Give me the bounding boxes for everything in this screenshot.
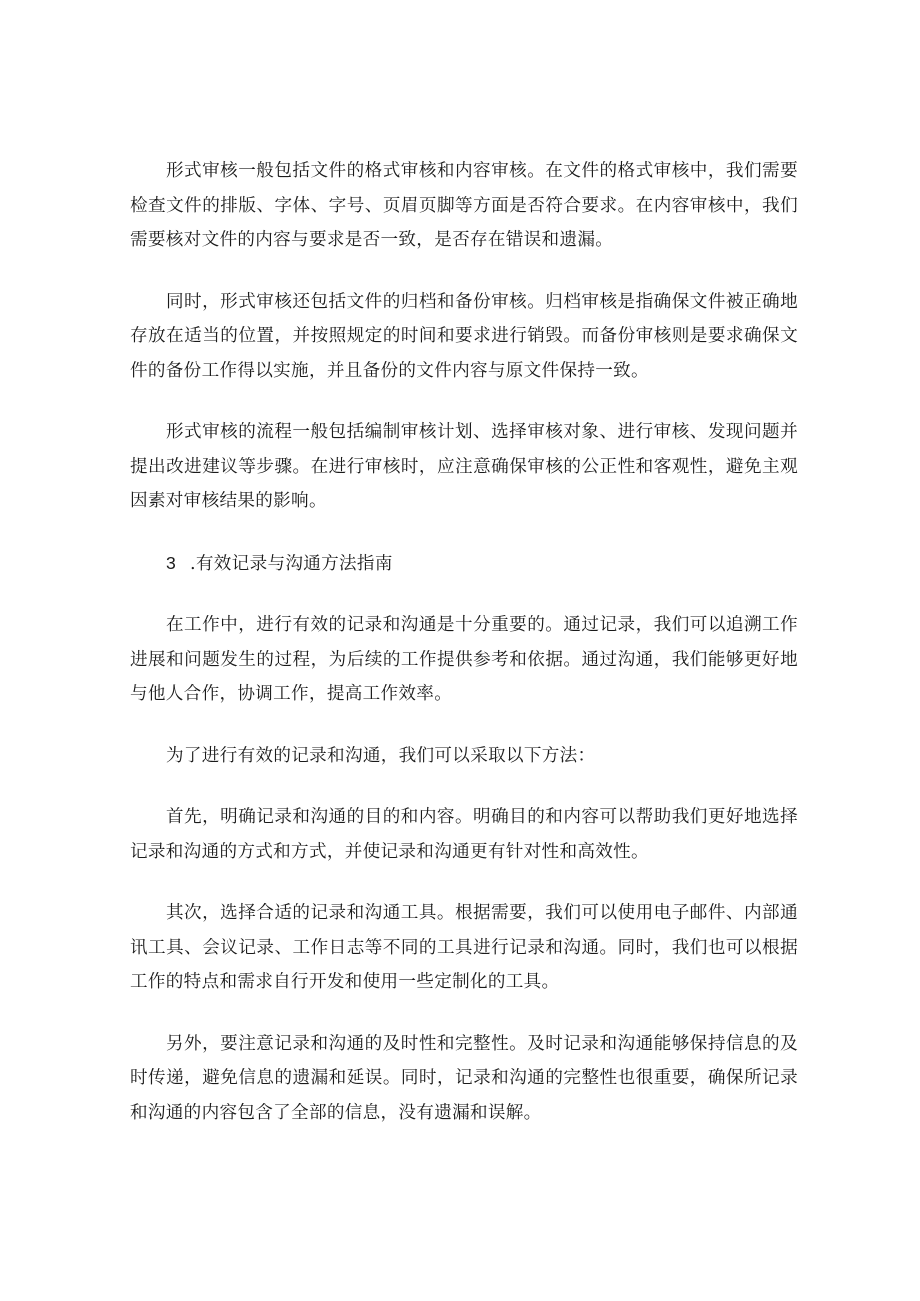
section-number: 3 [166,552,177,573]
paragraph-method-other: 另外，要注意记录和沟通的及时性和完整性。及时记录和沟通能够保持信息的及时传递，避免信息的遗漏和延误。同时，记录和沟通的完整性也很重要，确保所记录和沟通的内容包含了全部的信息，没有遗漏和误解。 [130,1033,798,1123]
paragraph-format-review: 形式审核一般包括文件的格式审核和内容审核。在文件的格式审核中，我们需要检查文件的排版、字体、字号、页眉页脚等方面是否符合要求。在内容审核中，我们需要核对文件的内容与要求是否一致，是否存在错误和遗漏。 [130,161,798,250]
paragraph-methods-intro: 为了进行有效的记录和沟通，我们可以采取以下方法： [166,745,596,766]
document-page [130,154,798,1157]
paragraph-importance: 在工作中，进行有效的记录和沟通是十分重要的。通过记录，我们可以追溯工作进展和问题发生的过程，为后续的工作提供参考和依据。通过沟通，我们能够更好地与他人合作，协调工作，提高工作效率。 [130,615,798,704]
paragraph-method-first: 首先，明确记录和沟通的目的和内容。明确目的和内容可以帮助我们更好地选择记录和沟通的方式和方式，并使记录和沟通更有针对性和高效性。 [130,807,798,862]
section-title: .有效记录与沟通方法指南 [190,553,393,574]
paragraph-archive-review: 同时，形式审核还包括文件的归档和备份审核。归档审核是指确保文件被正确地存放在适当的位置，并按照规定的时间和要求进行销毁。而备份审核则是要求确保文件的备份工作得以实施，并且备份的文件内容与原文件保持一致。 [130,291,798,381]
paragraph-method-second: 其次，选择合适的记录和沟通工具。根据需要，我们可以使用电子邮件、内部通讯工具、会议记录、工作日志等不同的工具进行记录和沟通。同时，我们也可以根据工作的特点和需求自行开发和使用一些定制化的工具。 [130,903,798,992]
section-heading [130,546,798,582]
paragraph-review-process: 形式审核的流程一般包括编制审核计划、选择审核对象、进行审核、发现问题并提出改进建议等步骤。在进行审核时，应注意确保审核的公正性和客观性，避免主观因素对审核结果的影响。 [130,422,798,511]
